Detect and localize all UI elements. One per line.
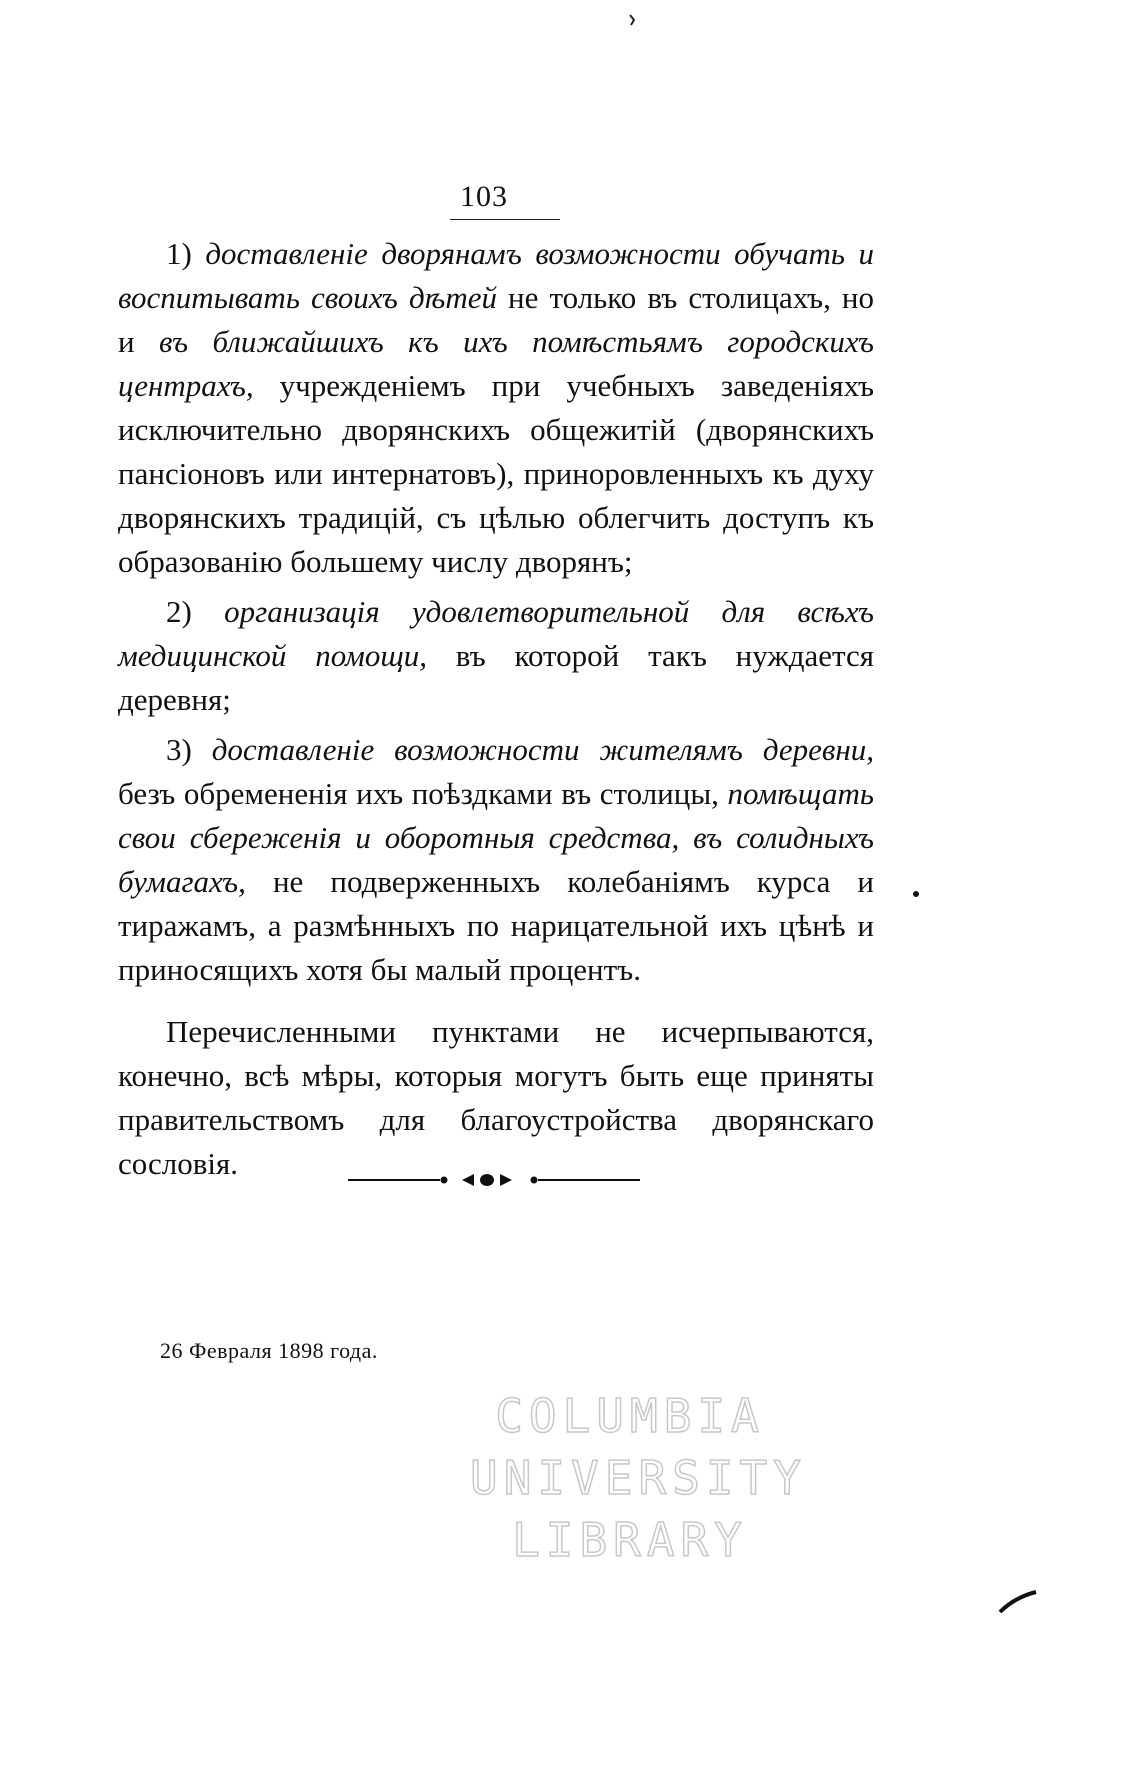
item-2-number: 2)	[166, 594, 225, 629]
page-number: 103	[460, 180, 508, 213]
item-2-emphasis: организація удовлетворительной для всѣхъ медицинской помощи,	[118, 594, 874, 673]
ornament-divider	[348, 1170, 640, 1190]
stamp-line-2: UNIVERSITY	[470, 1451, 807, 1505]
item-1-emphasis-2: въ ближайшихъ къ ихъ помѣстьямъ городскихъ центрахъ,	[118, 324, 874, 403]
ornament-center	[480, 1174, 494, 1186]
item-1-text-2: учрежденіемъ при учебныхъ заведеніяхъ исключительно дворянскихъ общежитій (дворянскихъ пансіоновъ или интернатовъ), приноровленныхъ къ духу дворянскихъ традицій, съ цѣлью облегчить доступъ къ образованію большему числу дворянъ;	[118, 368, 874, 579]
item-3-number: 3)	[166, 732, 212, 767]
library-perforation-stamp	[470, 1385, 807, 1571]
ink-speck-right	[912, 890, 920, 898]
ornament-diamond-left	[462, 1174, 474, 1186]
ornament-dot-left	[441, 1177, 448, 1184]
ornament-dot-right	[531, 1177, 538, 1184]
date-line: 26 Февраля 1898 года.	[160, 1338, 378, 1363]
ornament-diamond-right	[500, 1174, 512, 1186]
item-3-text-2: не подверженныхъ колебаніямъ курса и тиражамъ, а размѣнныхъ по нарицательной ихъ цѣнѣ и приносящихъ хотя бы малый процентъ.	[118, 864, 874, 987]
stamp-line-3: LIBRARY	[512, 1513, 748, 1567]
ink-stroke-bottom-right	[998, 1590, 1038, 1614]
closing-paragraph: Перечисленными пунктами не исчерпываются, конечно, всѣ мѣры, которыя могутъ быть еще приняты правительствомъ для благоустройства дворянскаго сословія.	[118, 1014, 874, 1181]
item-2-text: въ которой такъ нуждается деревня;	[118, 638, 874, 717]
item-1-emphasis: доставленіе дворянамъ возможности обучать и воспитывать своихъ дѣтей	[118, 236, 874, 315]
ink-speck-top	[628, 14, 636, 26]
list-item-1	[118, 232, 874, 584]
page-number-rule	[450, 219, 560, 220]
list-item-2	[118, 590, 874, 722]
item-1-text: не только въ столицахъ, но и	[118, 280, 874, 359]
body-text	[118, 232, 874, 1186]
stamp-line-1: COLUMBIA	[495, 1389, 765, 1443]
item-1-number: 1)	[166, 236, 206, 271]
item-3-text: безъ обремененія ихъ поѣздками въ столицы,	[118, 776, 728, 811]
item-3-emphasis-2: помѣщать свои сбереженія и оборотныя средства, въ солидныхъ бумагахъ,	[118, 776, 874, 899]
item-3-emphasis: доставленіе возможности жителямъ деревни,	[211, 732, 874, 767]
list-item-3	[118, 728, 874, 992]
